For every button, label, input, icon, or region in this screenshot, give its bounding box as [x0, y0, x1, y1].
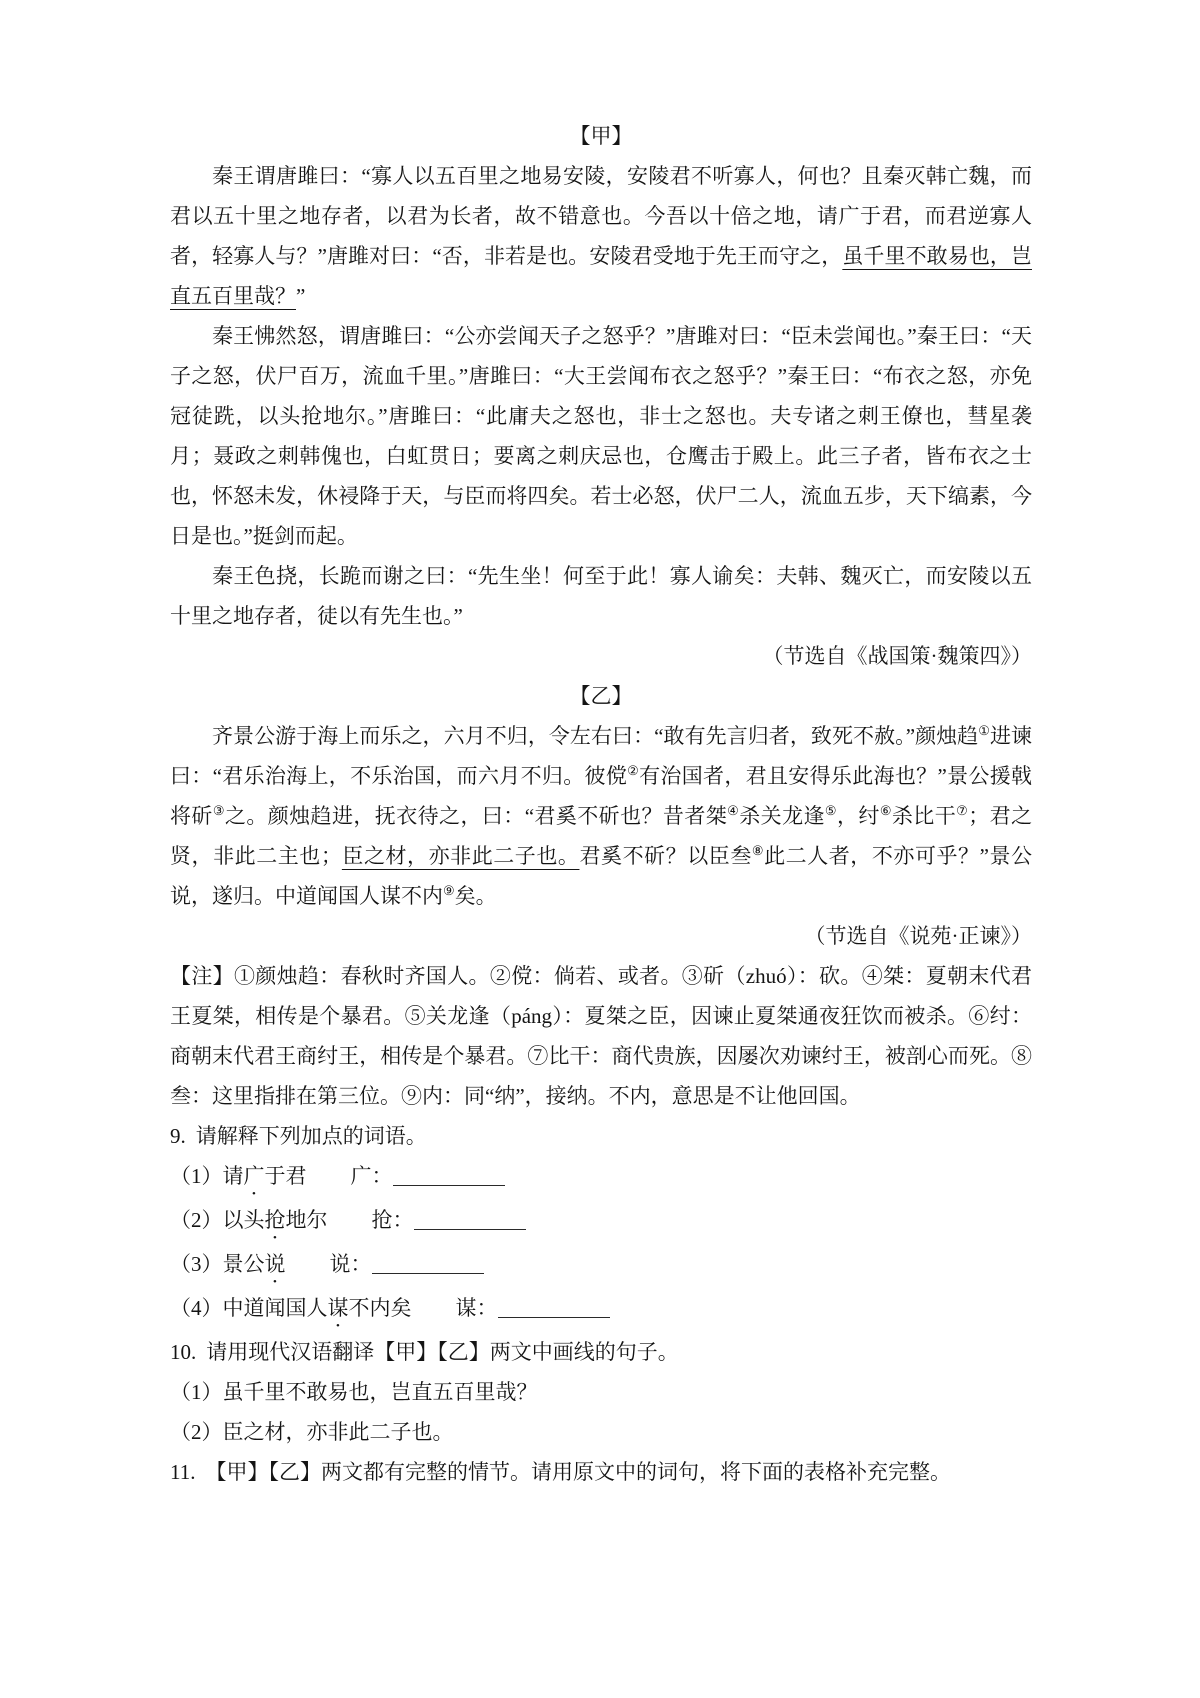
jia-source-attribution: （节选自《战国策·魏策四》） [762, 644, 1032, 668]
question-11-prompt [170, 1452, 1032, 1492]
q9-item-1-phrase-pre: 请 [222, 1164, 244, 1188]
jia-paragraph-3: 秦王色挠，长跪而谢之曰：“先生坐！何至于此！寡人谕矣：夫韩、魏灭亡，而安陵以五十里之地存者，徒以有先生也。” [170, 564, 1032, 628]
q10-item-2-number: （2） [170, 1420, 223, 1444]
q10-item-1 [170, 1372, 1032, 1412]
q9-item-3-phrase-pre: 景公 [222, 1252, 265, 1276]
jia-p1-closing-quote: ” [296, 284, 306, 308]
question-9-number: 9. [170, 1124, 186, 1148]
yi-source-attribution: （节选自《说苑·正谏》） [804, 924, 1032, 948]
question-10-number: 10. [170, 1340, 197, 1364]
q9-item-2 [170, 1200, 1032, 1244]
q10-item-1-sentence: 虽千里不敢易也，岂直五百里哉？ [222, 1380, 538, 1404]
jia-p1-text: 秦王谓唐雎曰：“寡人以五百里之地易安陵，安陵君不听寡人，何也？且秦灭韩亡魏，而君以五十里之地存者，以君为长者，故不错意也。今吾以十倍之地，请广于君，而君逆寡人者，轻寡人与？”唐雎对曰：“否，非若是也。安陵君受地于先王而守之， [170, 164, 1032, 268]
q9-item-2-answer-label: 抢： [371, 1208, 414, 1232]
q9-item-2-number: （2） [170, 1208, 223, 1232]
q9-item-4-phrase-post: 不内矣 [348, 1296, 412, 1320]
q9-item-3 [170, 1244, 1032, 1288]
q9-item-2-phrase-post: 地尔 [285, 1208, 328, 1232]
q9-item-4-dotted-char: 谋 [327, 1296, 349, 1320]
q10-item-2-sentence: 臣之材，亦非此二子也。 [222, 1420, 454, 1444]
q9-item-3-number: （3） [170, 1252, 223, 1276]
q10-item-1-number: （1） [170, 1380, 223, 1404]
q9-item-1-number: （1） [170, 1164, 223, 1188]
yi-p1-text-after: 君奚不斫？以臣叁⑧此二人者，不亦可乎？”景公说，遂归。中道闻国人谋不内⑨矣。 [170, 843, 1033, 908]
jia-p1-underlined-sentence: 虽千里不敢易也，岂直五百里哉？ [170, 244, 1032, 308]
jia-paragraph-2: 秦王怫然怒，谓唐雎曰：“公亦尝闻天子之怒乎？”唐雎对曰：“臣未尝闻也。”秦王曰：“天子之怒，伏尸百万，流血千里。”唐雎曰：“大王尝闻布衣之怒乎？”秦王曰：“布衣之怒，亦免冠徒跣，以头抢地尔。”唐雎曰：“此庸夫之怒也，非士之怒也。夫专诸之刺王僚也，彗星袭月；聂政之刺韩傀也，白虹贯日；要离之刺庆忌也，仓鹰击于殿上。此三子者，皆布衣之士也，怀怒未发，休祲降于天，与臣而将四矣。若士必怒，伏尸二人，流血五步，天下缟素，今日是也。”挺剑而起。 [170, 324, 1032, 548]
q9-item-1-answer-blank [393, 1164, 505, 1186]
q9-item-1-dotted-char: 广 [243, 1164, 265, 1188]
q9-item-1-phrase-post: 于君 [264, 1164, 307, 1188]
question-9-prompt-text: 请解释下列加点的词语。 [195, 1124, 427, 1148]
q9-item-1 [170, 1156, 1032, 1200]
q9-item-4-answer-blank [498, 1296, 610, 1318]
q9-item-3-dotted-char: 说 [264, 1252, 286, 1276]
question-10-prompt-text: 请用现代汉语翻译【甲】【乙】两文中画线的句子。 [206, 1340, 679, 1364]
q9-item-4-number: （4） [170, 1296, 223, 1320]
q9-item-3-answer-label: 说： [329, 1252, 372, 1276]
yi-paragraph-1 [170, 716, 1032, 916]
q9-item-2-phrase-pre: 以头 [222, 1208, 265, 1232]
q9-item-2-dotted-char: 抢 [264, 1208, 286, 1232]
question-10-prompt [170, 1332, 1032, 1372]
jia-paragraph-1 [170, 156, 1032, 316]
question-9-prompt [170, 1116, 1032, 1156]
yi-p1-underlined-sentence: 臣之材，亦非此二子也。 [341, 844, 580, 868]
q10-item-2 [170, 1412, 1032, 1452]
yi-p1-text: 齐景公游于海上而乐之，六月不归，令左右曰：“敢有先言归者，致死不赦。”颜烛趋①进谏曰：“君乐治海上，不乐治国，而六月不归。彼傥②有治国者，君且安得乐此海也？”景公援戟将斫③之。颜烛趋进，抚衣待之，曰：“君奚不斫也？昔者桀④杀关龙逢⑤，纣⑥杀比干⑦；君之贤，非此二主也； [170, 723, 1033, 868]
footnotes-paragraph: 【注】①颜烛趋：春秋时齐国人。②傥：倘若、或者。③斫（zhuó）：砍。④桀：夏朝末代君王夏桀，相传是个暴君。⑤关龙逢（páng）：夏桀之臣，因谏止夏桀通夜狂饮而被杀。⑥纣：商朝末代君王商纣王，相传是个暴君。⑦比干：商代贵族，因屡次劝谏纣王，被剖心而死。⑧叁：这里指排在第三位。⑨内：同“纳”，接纳。不内，意思是不让他回国。 [170, 964, 1032, 1108]
q9-item-2-answer-blank [414, 1208, 526, 1230]
section-yi-heading: 【乙】 [569, 684, 633, 708]
q9-item-1-answer-label: 广： [350, 1164, 393, 1188]
q9-item-4-answer-label: 谋： [455, 1296, 498, 1320]
q9-item-4 [170, 1288, 1032, 1332]
q9-item-4-phrase-pre: 中道闻国人 [222, 1296, 328, 1320]
section-jia-heading: 【甲】 [569, 124, 633, 148]
question-11-prompt-text: 【甲】【乙】两文都有完整的情节。请用原文中的词句，将下面的表格补充完整。 [205, 1460, 951, 1484]
question-11-number: 11. [170, 1460, 196, 1484]
q9-item-3-answer-blank [372, 1252, 484, 1274]
